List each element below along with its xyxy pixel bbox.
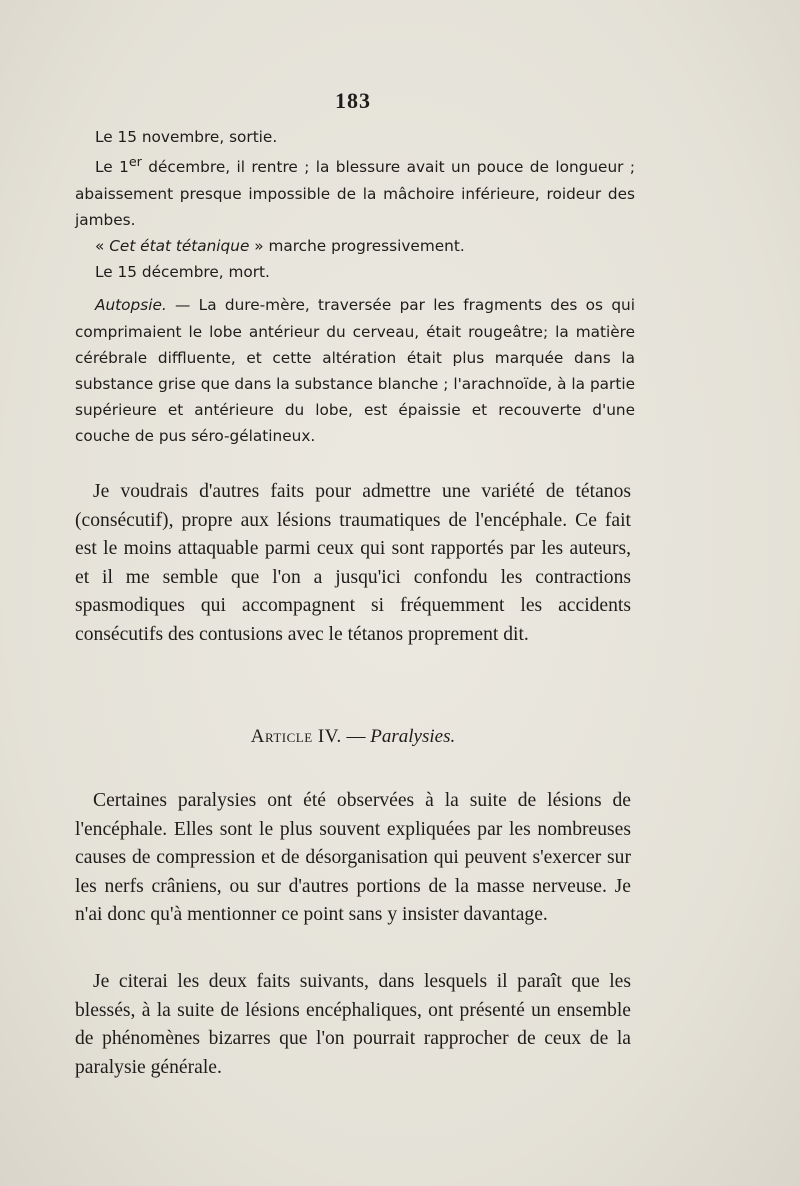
case-note-discharge: Le 15 novembre, sortie. (95, 128, 278, 146)
paragraph-faits: Je citerai les deux faits suivants, dans lesquels il paraît que les blessés, à la suite de lésions encéphaliques, ont présenté un ensemble de phénomènes bizarres que l'on pourrait rapprocher de ceux de la paralysie générale. (75, 971, 631, 1078)
quote-open: « (95, 236, 110, 255)
ordinal-superscript: er (128, 155, 142, 171)
article-number: Article IV. (250, 726, 342, 747)
case-note-death: Le 15 décembre, mort. (95, 263, 270, 282)
tetanos-section (75, 478, 631, 649)
autopsy-text: — La dure-mère, traversée par les fragments des os qui comprimaient le lobe antérieur du cerveau, était rougeâtre; la matière cérébrale diffluente, et cette altération était plus marquée dans la substance grise que dans la substance blanche ; l'arachnoïde, à la partie supérieure et antérieure du lobe, est épaissie et recouverte d'une couche de pus séro-gélatineux. (75, 296, 635, 446)
article-heading (0, 726, 706, 748)
case-note-readmission-prefix: Le 1 (95, 158, 129, 177)
case-note-readmission (75, 150, 635, 233)
paralysies-section (75, 787, 631, 930)
page-number: 183 (335, 88, 371, 113)
faits-section (75, 968, 631, 1082)
heading-dash: — (341, 726, 371, 747)
case-note-progression-text: » marche progressivement. (249, 236, 465, 255)
case-note-readmission-text: décembre, il rentre ; la blessure avait un pouce de longueur ; abaissement presque impossible de la mâchoire inférieure, roideur des jambes. (75, 158, 635, 229)
paragraph-tetanos: Je voudrais d'autres faits pour admettre une variété de tétanos (consécutif), propre aux lésions traumatiques de l'encéphale. Ce fait est le moins attaquable parmi ceux qui sont rapportés par les auteurs, et il me semble que l'on a jusqu'ici confondu les contractions spasmodiques qui accompagnent si fréquemment les accidents consécutifs des contusions avec le tétanos proprement dit. (75, 481, 631, 645)
article-title: Paralysies. (370, 726, 456, 747)
autopsy-label: Autopsie. (95, 296, 167, 315)
paragraph-paralysies: Certaines paralysies ont été observées à la suite de lésions de l'encéphale. Elles sont le plus souvent expliquées par les nombreuses causes de compression et de désorganisation qui peuvent s'exercer sur les nerfs crâniens, ou sur d'autres portions de la masse nerveuse. Je n'ai donc qu'à mentionner ce point sans y insister davantage. (75, 790, 631, 925)
case-note-progression (75, 233, 635, 259)
autopsy-paragraph (75, 292, 635, 449)
case-observation (75, 124, 635, 450)
quoted-phrase: Cet état tétanique (109, 236, 250, 255)
